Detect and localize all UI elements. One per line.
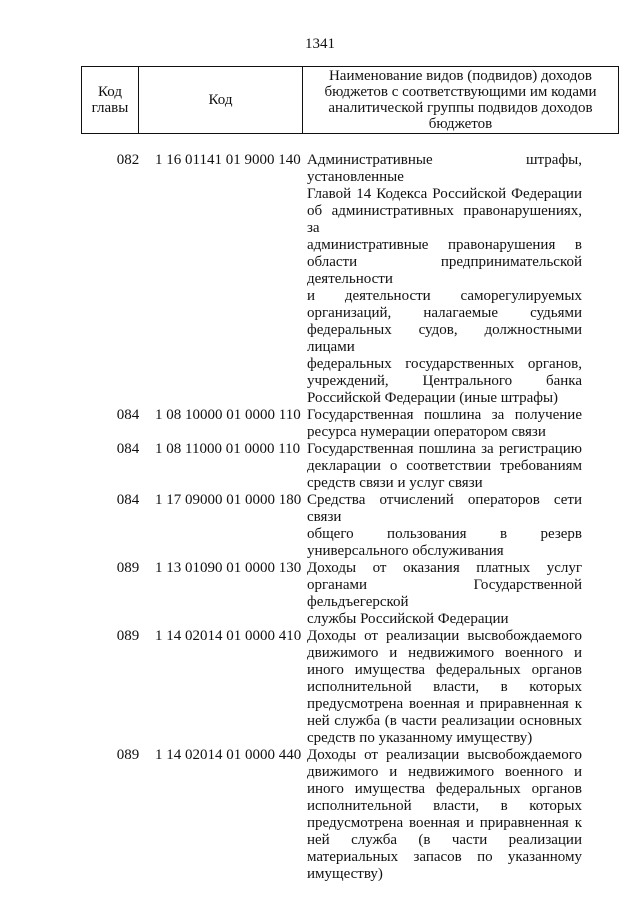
income-name-line: области предпринимательской деятельности (307, 254, 582, 287)
income-name-line: Государственная пошлина за регистрацию (307, 441, 582, 457)
table-row (0, 152, 640, 407)
income-code-cell: 1 17 09000 01 0000 180 (155, 492, 302, 508)
income-name-line: и деятельности саморегулируемых (307, 288, 582, 304)
income-name-cell (307, 407, 582, 441)
header-code: Код (139, 67, 303, 134)
chapter-code-cell: 084 (116, 441, 140, 457)
income-code-cell: 1 13 01090 01 0000 130 (155, 560, 302, 576)
income-name-line: предусмотрена военная и приравненная к (307, 815, 582, 831)
table-row (0, 492, 640, 560)
income-name-line: об административных правонарушениях, за (307, 203, 582, 236)
header-name: Наименование видов (подвидов) доходов бюджетов с соответствующими им кодами аналитической группы подвидов доходов бюджетов (303, 67, 619, 134)
income-name-line: организаций, налагаемые судьями (307, 305, 582, 321)
income-name-line: предусмотрена военная и приравненная к (307, 696, 582, 712)
table-row (0, 560, 640, 628)
income-name-line: исполнительной власти, в которых (307, 798, 582, 814)
income-name-line: универсального обслуживания (307, 543, 504, 559)
income-name-line: федеральных судов, должностными лицами (307, 322, 582, 355)
income-name-cell (307, 747, 582, 883)
income-code-cell: 1 16 01141 01 9000 140 (155, 152, 301, 168)
income-name-cell (307, 441, 582, 492)
income-name-line: федеральных государственных органов, (307, 356, 582, 372)
income-name-line: движимого и недвижимого военного и (307, 645, 582, 661)
income-name-line: средств по указанному имуществу) (307, 730, 533, 746)
income-name-line: имуществу) (307, 866, 383, 882)
income-name-line: Главой 14 Кодекса Российской Федерации (307, 186, 582, 202)
income-code-cell: 1 08 11000 01 0000 110 (155, 441, 301, 457)
income-name-line: общего пользования в резерв (307, 526, 582, 542)
income-name-line: ресурса нумерации оператором связи (307, 424, 546, 440)
chapter-code-cell: 089 (116, 747, 140, 763)
page-number: 1341 (305, 36, 335, 52)
chapter-code-cell: 089 (116, 628, 140, 644)
income-name-line: органами Государственной фельдъегерской (307, 577, 582, 610)
table-row (0, 441, 640, 492)
income-name-line: исполнительной власти, в которых (307, 679, 582, 695)
income-name-line: ней служба (в части реализации (307, 832, 582, 848)
income-name-cell (307, 560, 582, 628)
header-chapter-code: Код главы (82, 67, 139, 134)
income-name-line: Государственная пошлина за получение (307, 407, 582, 423)
income-name-line: Средства отчислений операторов сети связи (307, 492, 582, 525)
income-name-line: Российской Федерации (иные штрафы) (307, 390, 559, 406)
income-name-line: ней служба (в части реализации основных (307, 713, 582, 729)
income-code-cell: 1 14 02014 01 0000 410 (155, 628, 302, 644)
income-name-line: административные правонарушения в (307, 237, 582, 253)
income-name-line: иного имущества федеральных органов (307, 662, 582, 678)
income-name-line: Административные штрафы, установленные (307, 152, 582, 185)
income-name-line: движимого и недвижимого военного и (307, 764, 582, 780)
income-name-line: службы Российской Федерации (307, 611, 509, 627)
income-name-line: Доходы от оказания платных услуг (307, 560, 582, 576)
chapter-code-cell: 084 (116, 492, 140, 508)
income-name-line: Доходы от реализации высвобождаемого (307, 747, 582, 763)
income-name-line: декларации о соответствии требованиям (307, 458, 582, 474)
income-name-line: Доходы от реализации высвобождаемого (307, 628, 582, 644)
income-name-cell (307, 492, 582, 560)
income-name-cell (307, 152, 582, 407)
income-name-line: средств связи и услуг связи (307, 475, 483, 491)
table-body (0, 152, 640, 883)
income-name-line: иного имущества федеральных органов (307, 781, 582, 797)
chapter-code-cell: 089 (116, 560, 140, 576)
table-row (0, 628, 640, 747)
header-row (82, 67, 619, 134)
income-code-cell: 1 14 02014 01 0000 440 (155, 747, 302, 763)
table-header (81, 66, 619, 134)
chapter-code-cell: 084 (116, 407, 140, 423)
income-code-cell: 1 08 10000 01 0000 110 (155, 407, 301, 423)
income-name-line: учреждений, Центрального банка (307, 373, 582, 389)
income-name-line: материальных запасов по указанному (307, 849, 582, 865)
table-row (0, 747, 640, 883)
chapter-code-cell: 082 (116, 152, 140, 168)
table-row (0, 407, 640, 441)
income-name-cell (307, 628, 582, 747)
